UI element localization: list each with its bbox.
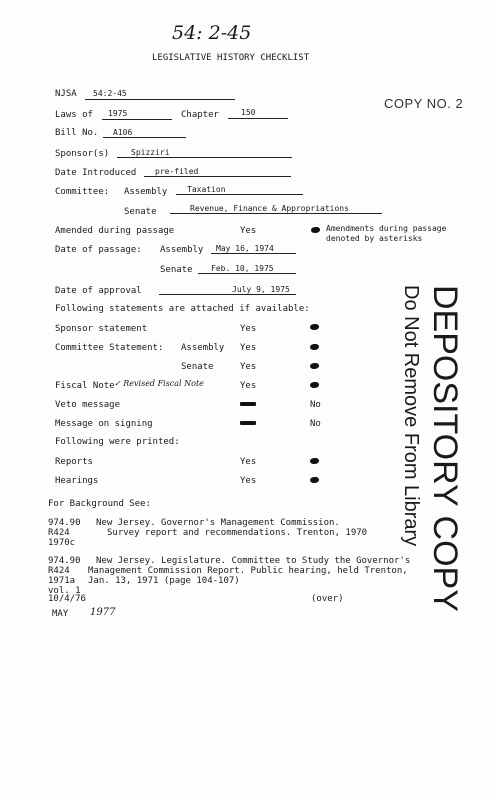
- laws-label: Laws of: [55, 110, 93, 120]
- passage-senate-underline: [198, 273, 296, 274]
- committee-statement-assembly-label: Assembly: [181, 343, 225, 353]
- committee-statement-senate-mark-icon: [310, 363, 319, 369]
- background-heading: For Background See:: [48, 499, 151, 509]
- committee-statement-label: Committee Statement:: [55, 343, 164, 353]
- committee-senate-value: Revenue, Finance & Appropriations: [190, 204, 349, 213]
- signing-no: No: [310, 419, 321, 429]
- laws-value: 1975: [108, 109, 128, 118]
- amended-label: Amended during passage: [55, 226, 175, 236]
- passage-assembly-value: May 16, 1974: [216, 244, 274, 253]
- veto-no: No: [310, 400, 321, 410]
- bill-label: Bill No.: [55, 128, 99, 138]
- laws-underline: [102, 119, 172, 120]
- committee-statement-senate-yes: Yes: [240, 362, 257, 372]
- fiscal-note-label: Fiscal Note: [55, 381, 115, 391]
- reports-yes: Yes: [240, 457, 257, 467]
- chapter-underline: [228, 118, 288, 119]
- passage-assembly-label: Assembly: [160, 245, 204, 255]
- fiscal-note-yes: Yes: [240, 381, 257, 391]
- passage-assembly-underline: [211, 253, 296, 254]
- passage-senate-value: Feb. 10, 1975: [211, 264, 274, 273]
- sponsor-statement-label: Sponsor statement: [55, 324, 148, 334]
- ref2-call-3: 1971a: [48, 576, 76, 586]
- footer-date: 10/4/76: [48, 594, 86, 604]
- approval-value: July 9, 1975: [232, 285, 290, 294]
- reports-label: Reports: [55, 457, 93, 467]
- sponsor-statement-yes: Yes: [240, 324, 257, 334]
- sponsor-underline: [117, 157, 292, 158]
- date-introduced-label: Date Introduced: [55, 168, 137, 178]
- handwritten-title: 54: 2-45: [172, 22, 252, 44]
- ref2-call-1: 974.90: [48, 556, 81, 566]
- amended-value: Yes: [240, 226, 257, 236]
- bill-value: A106: [113, 128, 133, 137]
- njsa-label: NJSA: [55, 89, 77, 99]
- committee-statement-assembly-mark-icon: [310, 344, 319, 350]
- veto-mark-icon: [240, 402, 256, 406]
- njsa-value: 54:2-45: [93, 89, 127, 98]
- passage-label: Date of passage:: [55, 245, 142, 255]
- sponsor-statement-mark-icon: [310, 324, 319, 330]
- ref2-call-4: vol. 1: [48, 586, 81, 596]
- signing-mark-icon: [240, 421, 256, 425]
- njsa-underline: [85, 99, 235, 100]
- committee-statement-assembly-yes: Yes: [240, 343, 257, 353]
- amended-note-line1: Amendments during passage: [326, 224, 447, 233]
- committee-assembly-value: Taxation: [187, 185, 226, 194]
- veto-label: Veto message: [55, 400, 121, 410]
- amended-note-line2: denoted by asterisks: [326, 234, 423, 243]
- chapter-value: 150: [241, 108, 256, 117]
- ref2-text-2: Management Commission Report. Public hearing, held Trenton,: [88, 566, 408, 576]
- committee-statement-senate-label: Senate: [181, 362, 214, 372]
- sponsor-value: Spizziri: [131, 148, 170, 157]
- statements-heading: Following statements are attached if available:: [55, 304, 310, 314]
- footer-over: (over): [311, 594, 344, 604]
- committee-senate-underline: [170, 213, 382, 214]
- date-introduced-value: pre-filed: [155, 167, 199, 176]
- ref2-text-3: Jan. 13, 1971 (page 104-107): [88, 576, 240, 586]
- ref1-text-1: New Jersey. Governor's Management Commission.: [96, 518, 340, 528]
- printed-heading: Following were printed:: [55, 437, 180, 447]
- hearings-mark-icon: [310, 477, 319, 483]
- approval-label: Date of approval: [55, 286, 142, 296]
- hearings-yes: Yes: [240, 476, 257, 486]
- ref2-call-2: R424: [48, 566, 70, 576]
- signing-label: Message on signing: [55, 419, 153, 429]
- footer-year: 1977: [90, 607, 116, 618]
- committee-label: Committee:: [55, 187, 110, 197]
- date-introduced-underline: [144, 176, 291, 177]
- committee-senate-label: Senate: [124, 207, 157, 217]
- ref2-text-1: New Jersey. Legislature. Committee to Study the Governor's: [96, 556, 411, 566]
- hearings-label: Hearings: [55, 476, 99, 486]
- ref1-call-2: R424: [48, 528, 70, 538]
- bill-underline: [103, 137, 186, 138]
- page-title: LEGISLATIVE HISTORY CHECKLIST: [152, 53, 310, 63]
- fiscal-note-mark-icon: [310, 382, 319, 388]
- ref1-call-1: 974.90: [48, 518, 81, 528]
- copy-number: COPY NO. 2: [384, 96, 464, 111]
- ref1-call-3: 1970c: [48, 538, 76, 548]
- stamp-line1: DEPOSITORY COPY: [426, 285, 464, 612]
- passage-senate-label: Senate: [160, 265, 193, 275]
- stamp-line2: Do Not Remove From Library: [400, 285, 422, 547]
- chapter-label: Chapter: [181, 110, 219, 120]
- amended-mark-icon: [311, 227, 320, 233]
- sponsor-label: Sponsor(s): [55, 149, 110, 159]
- approval-underline: [159, 294, 296, 295]
- fiscal-note-handwritten: ✓ Revised Fiscal Note: [114, 379, 204, 388]
- reports-mark-icon: [310, 458, 319, 464]
- ref1-text-2: Survey report and recommendations. Trenton, 1970: [107, 528, 368, 538]
- committee-assembly-underline: [176, 194, 303, 195]
- footer-month: MAY: [52, 609, 69, 619]
- committee-assembly-label: Assembly: [124, 187, 168, 197]
